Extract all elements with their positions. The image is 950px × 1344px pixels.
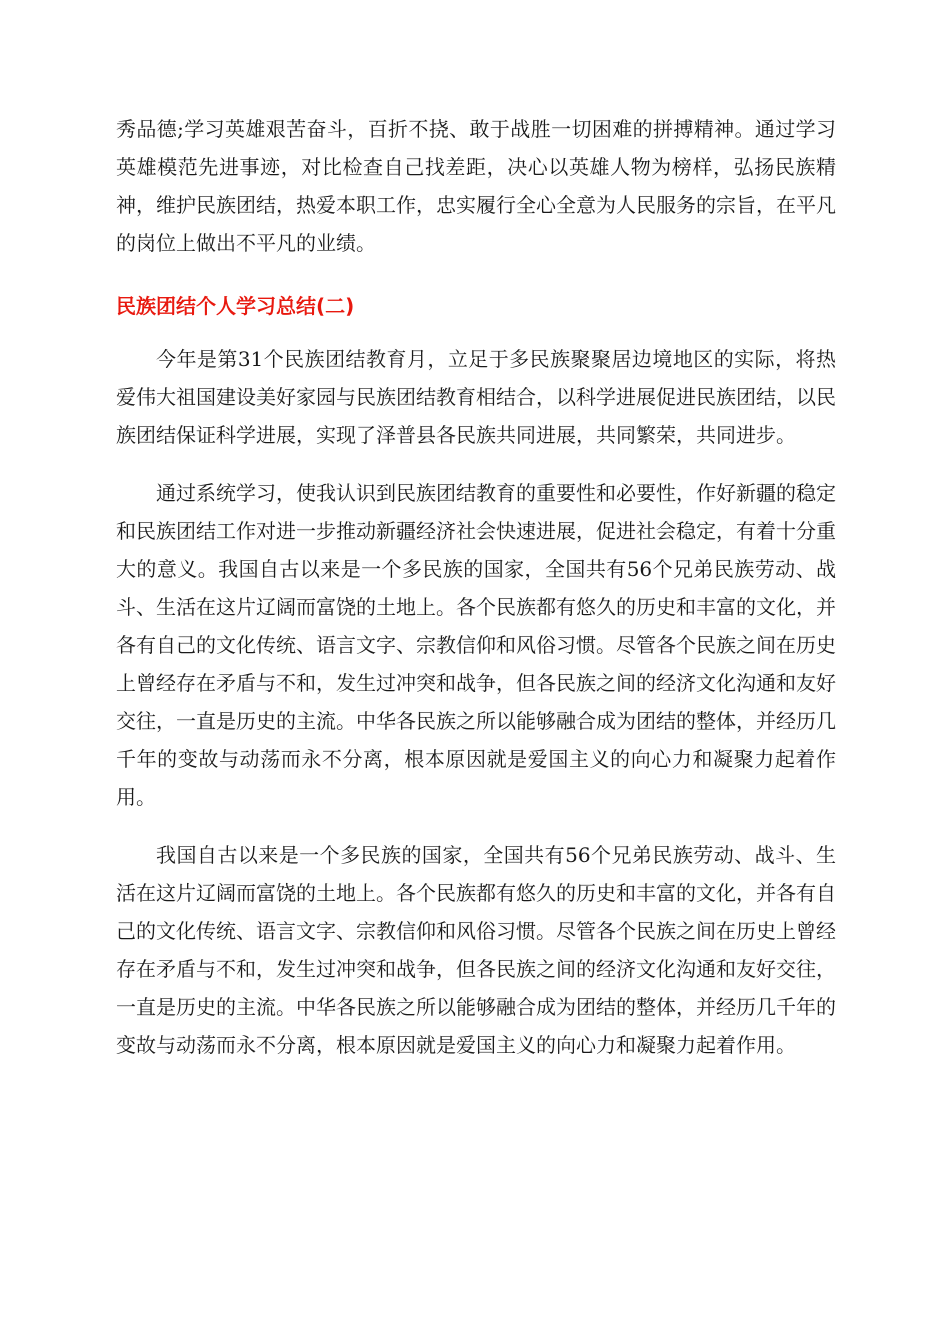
continuation-paragraph: 秀品德;学习英雄艰苦奋斗，百折不挠、敢于战胜一切困难的拼搏精神。通过学习英雄模范先进事迹，对比检查自己找差距，决心以英雄人物为榜样，弘扬民族精神，维护民族团结，热爱本职工作，忠实履行全心全意为人民服务的宗旨，在平凡的岗位上做出不平凡的业绩。 — [116, 117, 836, 255]
body-paragraph-1: 今年是第31个民族团结教育月，立足于多民族聚聚居边境地区的实际，将热爱伟大祖国建设美好家园与民族团结教育相结合，以科学进展促进民族团结，以民族团结保证科学进展，实现了泽普县各民族共同进展，共同繁荣，共同进步。 — [116, 347, 836, 447]
section-title: 民族团结个人学习总结(二) — [116, 294, 355, 318]
body-paragraph-3: 我国自古以来是一个多民族的国家，全国共有56个兄弟民族劳动、战斗、生活在这片辽阔而富饶的土地上。各个民族都有悠久的历史和丰富的文化，并各有自己的文化传统、语言文字、宗教信仰和风俗习惯。尽管各个民族之间在历史上曾经存在矛盾与不和，发生过冲突和战争，但各民族之间的经济文化沟通和友好交往，一直是历史的主流。中华各民族之所以能够融合成为团结的整体，并经历几千年的变故与动荡而永不分离，根本原因就是爱国主义的向心力和凝聚力起着作用。 — [116, 843, 836, 1057]
document-page — [116, 110, 836, 1084]
body-paragraph-2: 通过系统学习，使我认识到民族团结教育的重要性和必要性，作好新疆的稳定和民族团结工作对进一步推动新疆经济社会快速进展，促进社会稳定，有着十分重大的意义。我国自古以来是一个多民族的国家，全国共有56个兄弟民族劳动、战斗、生活在这片辽阔而富饶的土地上。各个民族都有悠久的历史和丰富的文化，并各有自己的文化传统、语言文字、宗教信仰和风俗习惯。尽管各个民族之间在历史上曾经存在矛盾与不和，发生过冲突和战争，但各民族之间的经济文化沟通和友好交往，一直是历史的主流。中华各民族之所以能够融合成为团结的整体，并经历几千年的变故与动荡而永不分离，根本原因就是爱国主义的向心力和凝聚力起着作用。 — [116, 481, 836, 809]
